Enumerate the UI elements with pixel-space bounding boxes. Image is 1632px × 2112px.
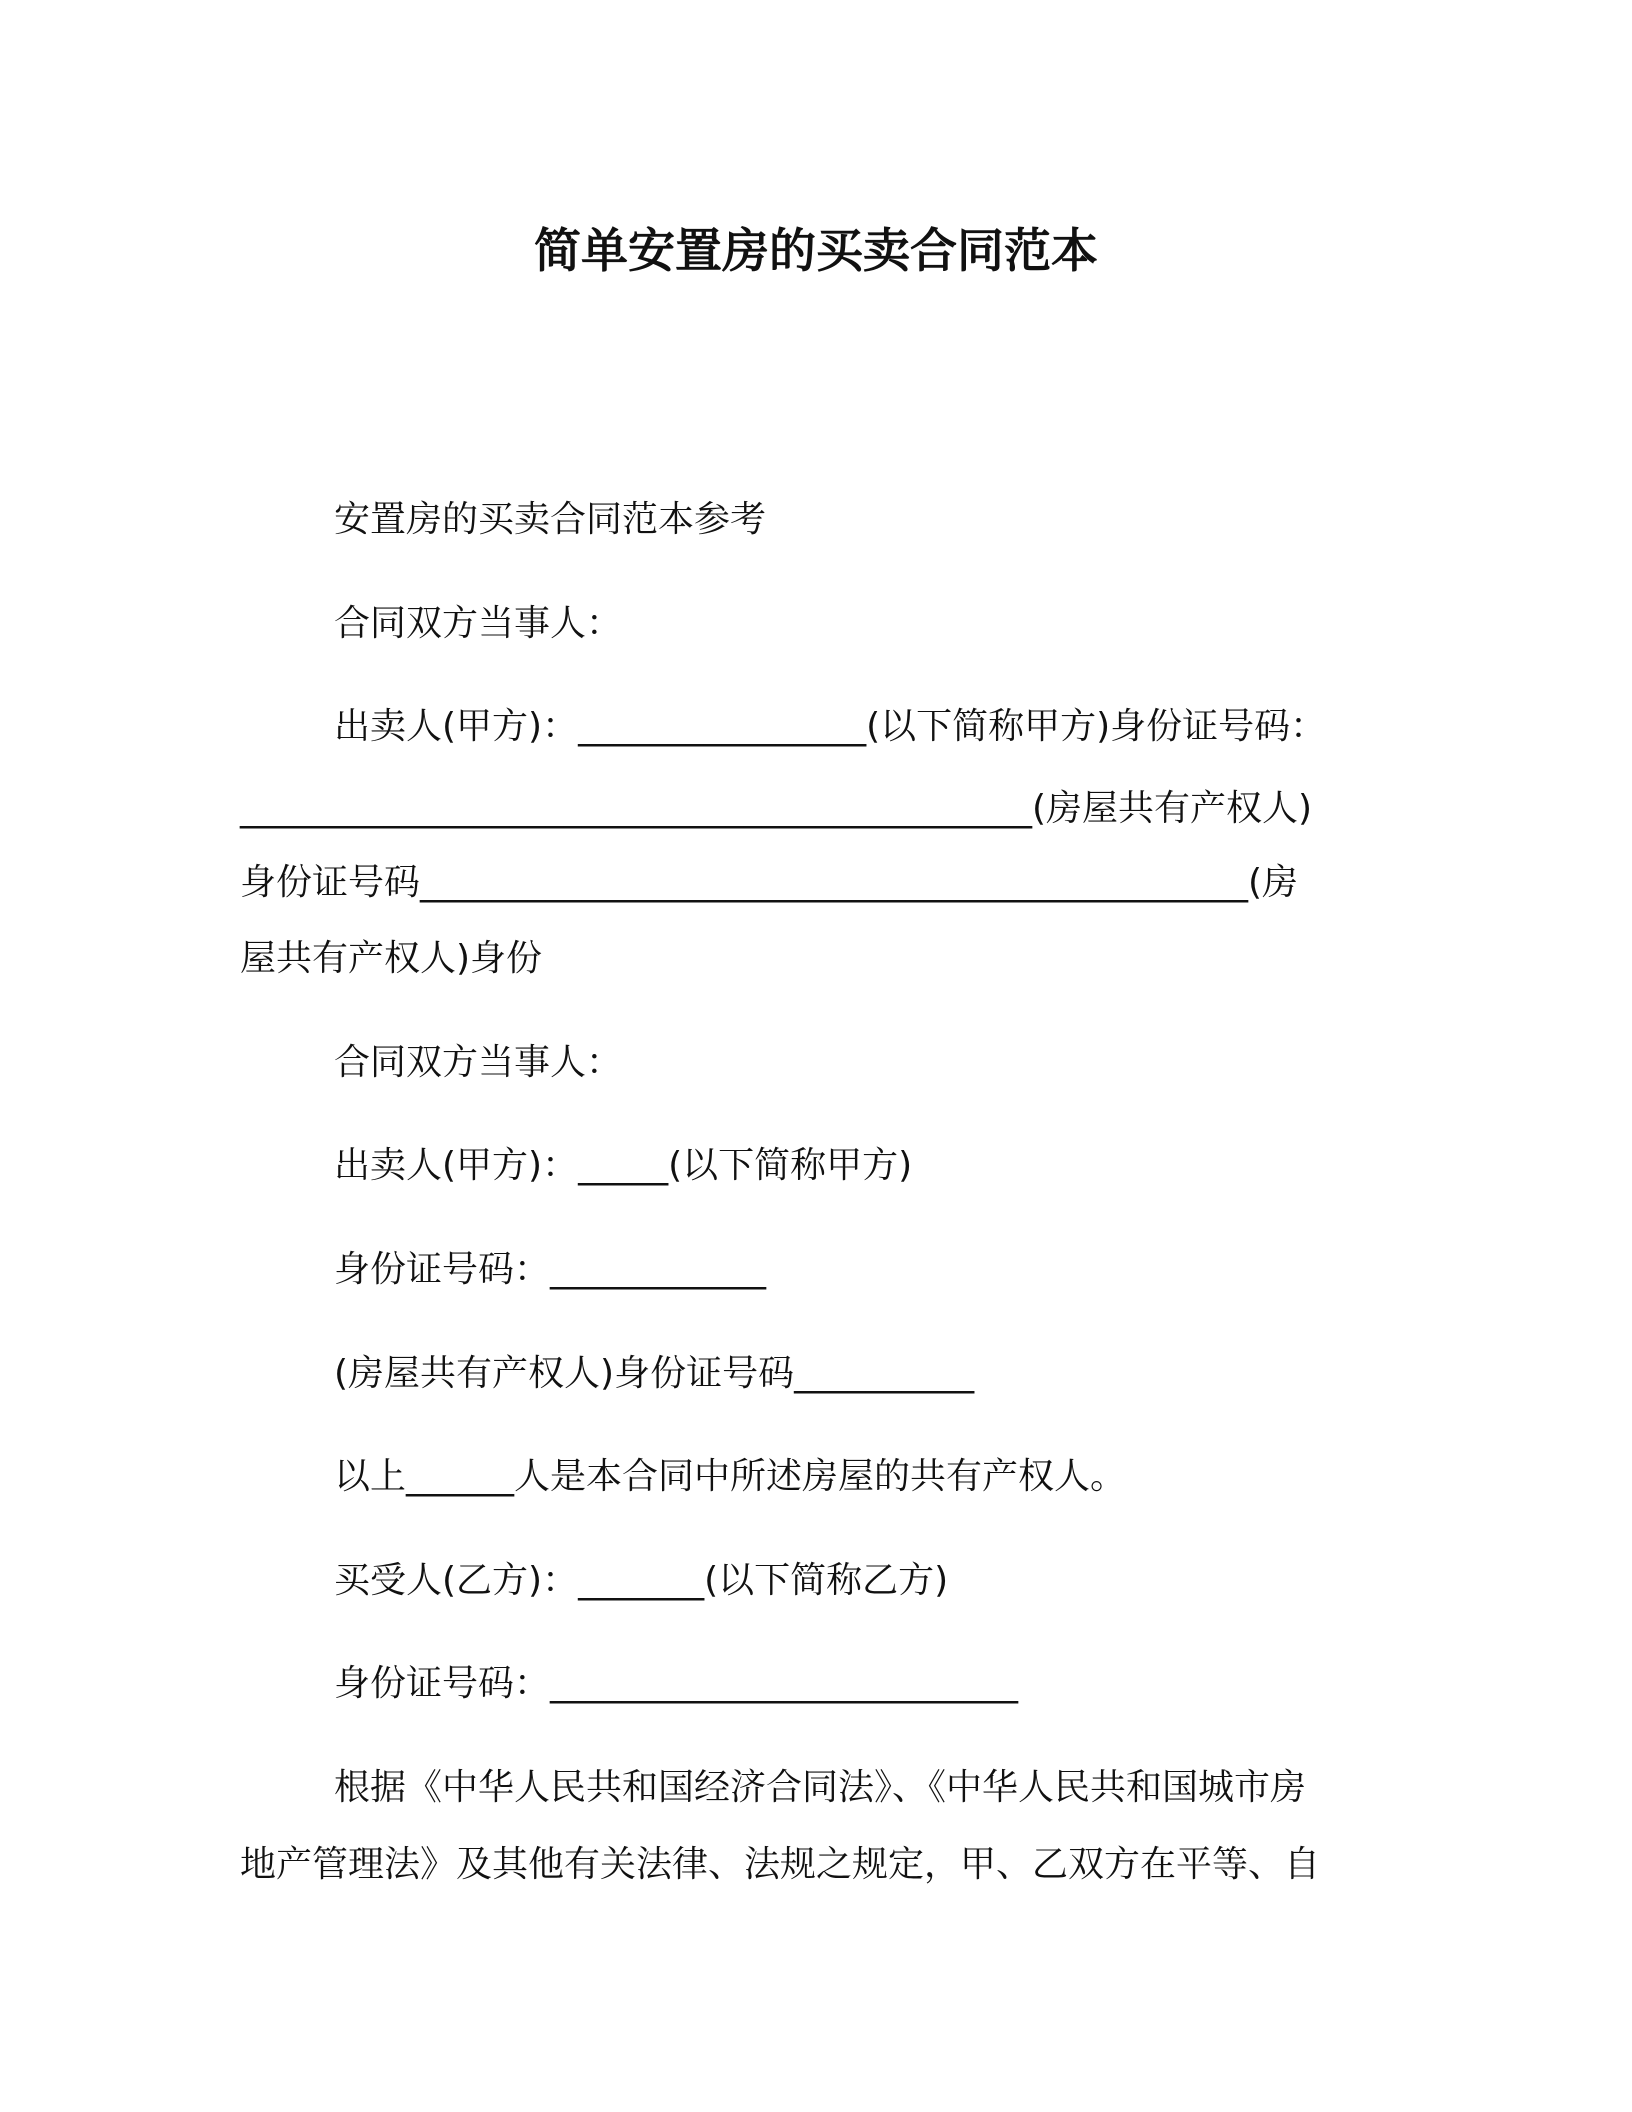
paragraph-line: ____________________________________________(房屋共有产权人) (240, 788, 1313, 829)
paragraph-line: 合同双方当事人： (334, 1042, 623, 1083)
paragraph-line: 屋共有产权人)身份 (240, 938, 543, 979)
paragraph-line: 出卖人(甲方)：________________(以下简称甲方)身份证号码： (334, 706, 1327, 747)
paragraph-line: 身份证号码______________________________________________(房 (240, 862, 1299, 903)
paragraph-line: 地产管理法》及其他有关法律、法规之规定，甲、乙双方在平等、自 (240, 1844, 1321, 1885)
paragraph-line: 以上______人是本合同中所述房屋的共有产权人。 (334, 1456, 1127, 1497)
paragraph-line: 身份证号码：__________________________ (334, 1663, 1019, 1704)
document-title: 简单安置房的买卖合同范本 (534, 224, 1098, 279)
paragraph-line: (房屋共有产权人)身份证号码__________ (334, 1353, 975, 1394)
paragraph-line: 出卖人(甲方)：_____(以下简称甲方) (334, 1145, 913, 1186)
paragraph-line: 根据《中华人民共和国经济合同法》、《中华人民共和国城市房 (334, 1767, 1307, 1808)
paragraph-line: 安置房的买卖合同范本参考 (334, 499, 767, 540)
paragraph-line: 买受人(乙方)：_______(以下简称乙方) (334, 1560, 949, 1601)
paragraph-line: 合同双方当事人： (334, 603, 623, 644)
paragraph-line: 身份证号码：____________ (334, 1249, 767, 1290)
